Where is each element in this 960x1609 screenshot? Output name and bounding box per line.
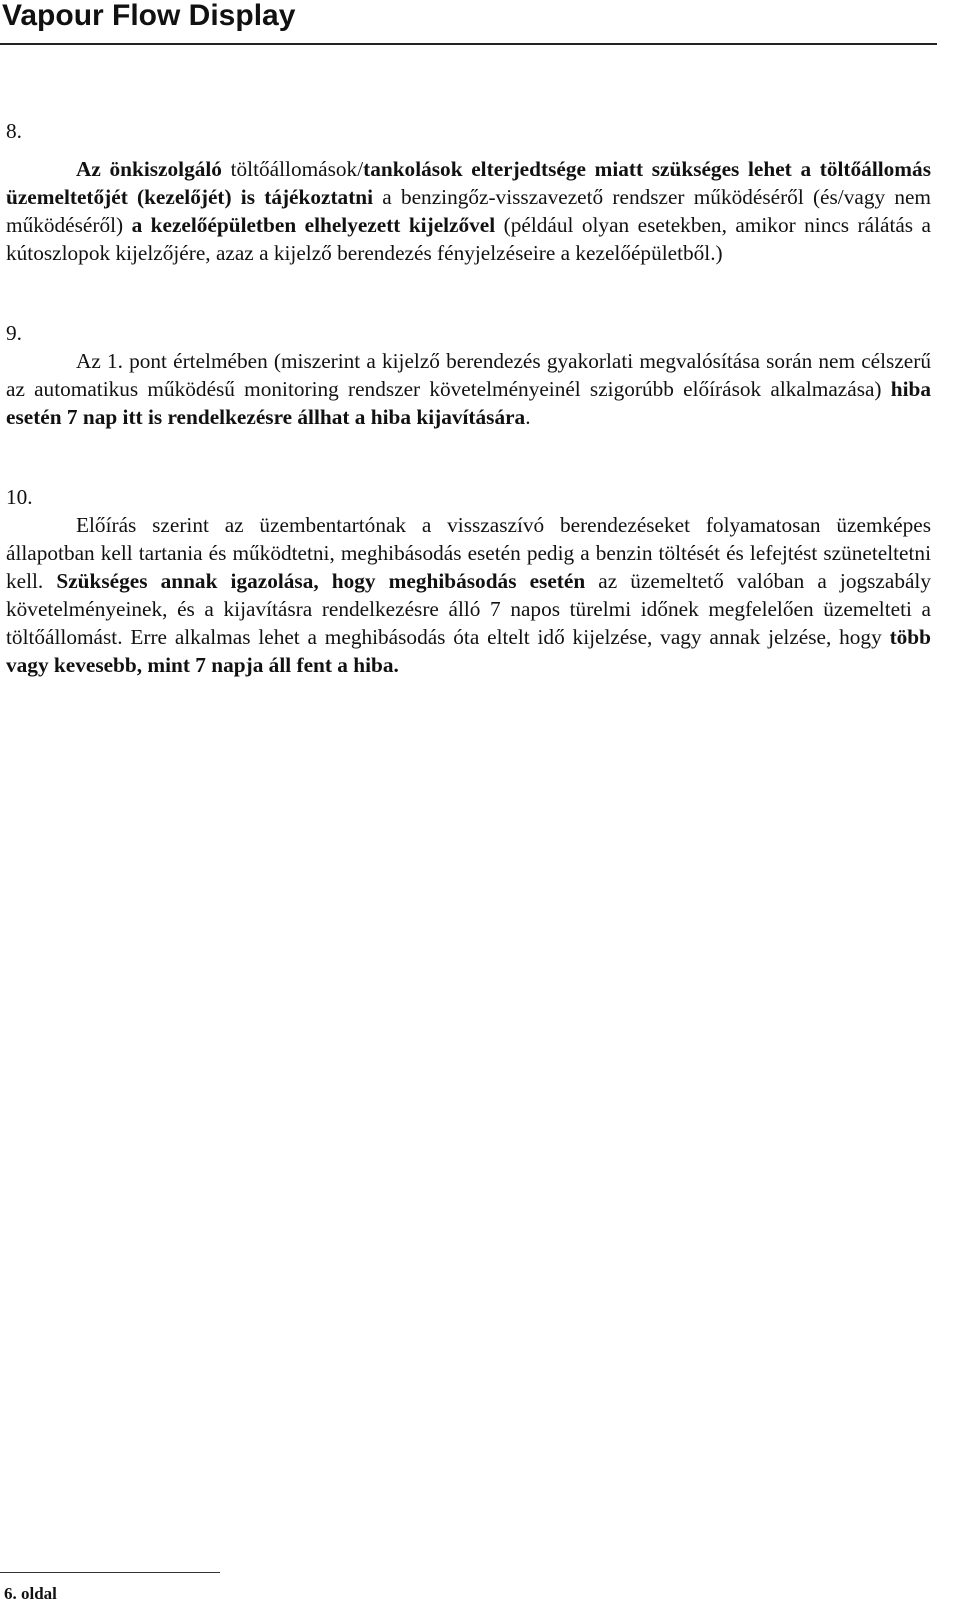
text-run: töltőállomások/	[221, 157, 364, 181]
text-run: a benzingőz-visszavezető rendszer működéséről (és/vagy nem működéséről)	[6, 185, 932, 237]
text-run: több vagy kevesebb, mint 7 napja áll fent a hiba.	[6, 625, 931, 677]
text-run: hiba esetén 7 nap itt is rendelkezésre állhat a hiba kijavítására	[6, 377, 931, 429]
section-paragraph	[6, 347, 931, 431]
section-number: 9.	[6, 321, 22, 345]
section-number: 10.	[6, 485, 33, 509]
text-run: az üzemeltető valóban a jogszabály követelményeinek, és a kijavításra rendelkezésre álló 7 napos türelmi időnek megfelelően üzemelteti a töltőállomást. Erre alkalmas lehet a meghibásodás óta eltelt idő kijelzése, vagy annak jelzése, hogy	[6, 569, 931, 649]
text-run: Az önkiszolgáló	[76, 157, 222, 181]
page-header-title: Vapour Flow Display	[2, 0, 296, 32]
text-run: Az 1. pont értelmében (miszerint a kijelző berendezés gyakorlati megvalósítása során nem célszerű az automatikus működésű monitoring rendszer követelményeinél szigorúbb előírások alkalmazása)	[6, 349, 931, 401]
text-run: (például olyan esetekben, amikor nincs rálátás a kútoszlopok kijelzőjére, azaz a kijelző berendezés fényjelzéseire a kezelőépületből.)	[6, 213, 932, 265]
header-divider	[0, 43, 937, 45]
document-body	[6, 117, 931, 679]
section-number: 8.	[6, 119, 22, 143]
text-run: a kezelőépületben elhelyezett kijelzővel	[131, 213, 496, 237]
page-number: 6. oldal	[4, 1584, 57, 1603]
text-run: Szükséges annak igazolása, hogy meghibásodás esetén	[56, 569, 586, 593]
text-run: tankolások elterjedtsége miatt szükséges lehet a töltőállomás üzemeltetőjét (kezelőjét) is tájékoztatni	[6, 157, 931, 209]
text-run: .	[525, 405, 531, 429]
section-paragraph	[6, 155, 931, 267]
footer-divider	[0, 1572, 220, 1573]
text-run: Előírás szerint az üzembentartónak a visszaszívó berendezéseket folyamatosan üzemképes állapotban kell tartania és működtetni, meghibásodás esetén pedig a benzin töltését és lefejtést szüneteltetni kell.	[6, 513, 931, 593]
section-paragraph	[6, 511, 931, 679]
